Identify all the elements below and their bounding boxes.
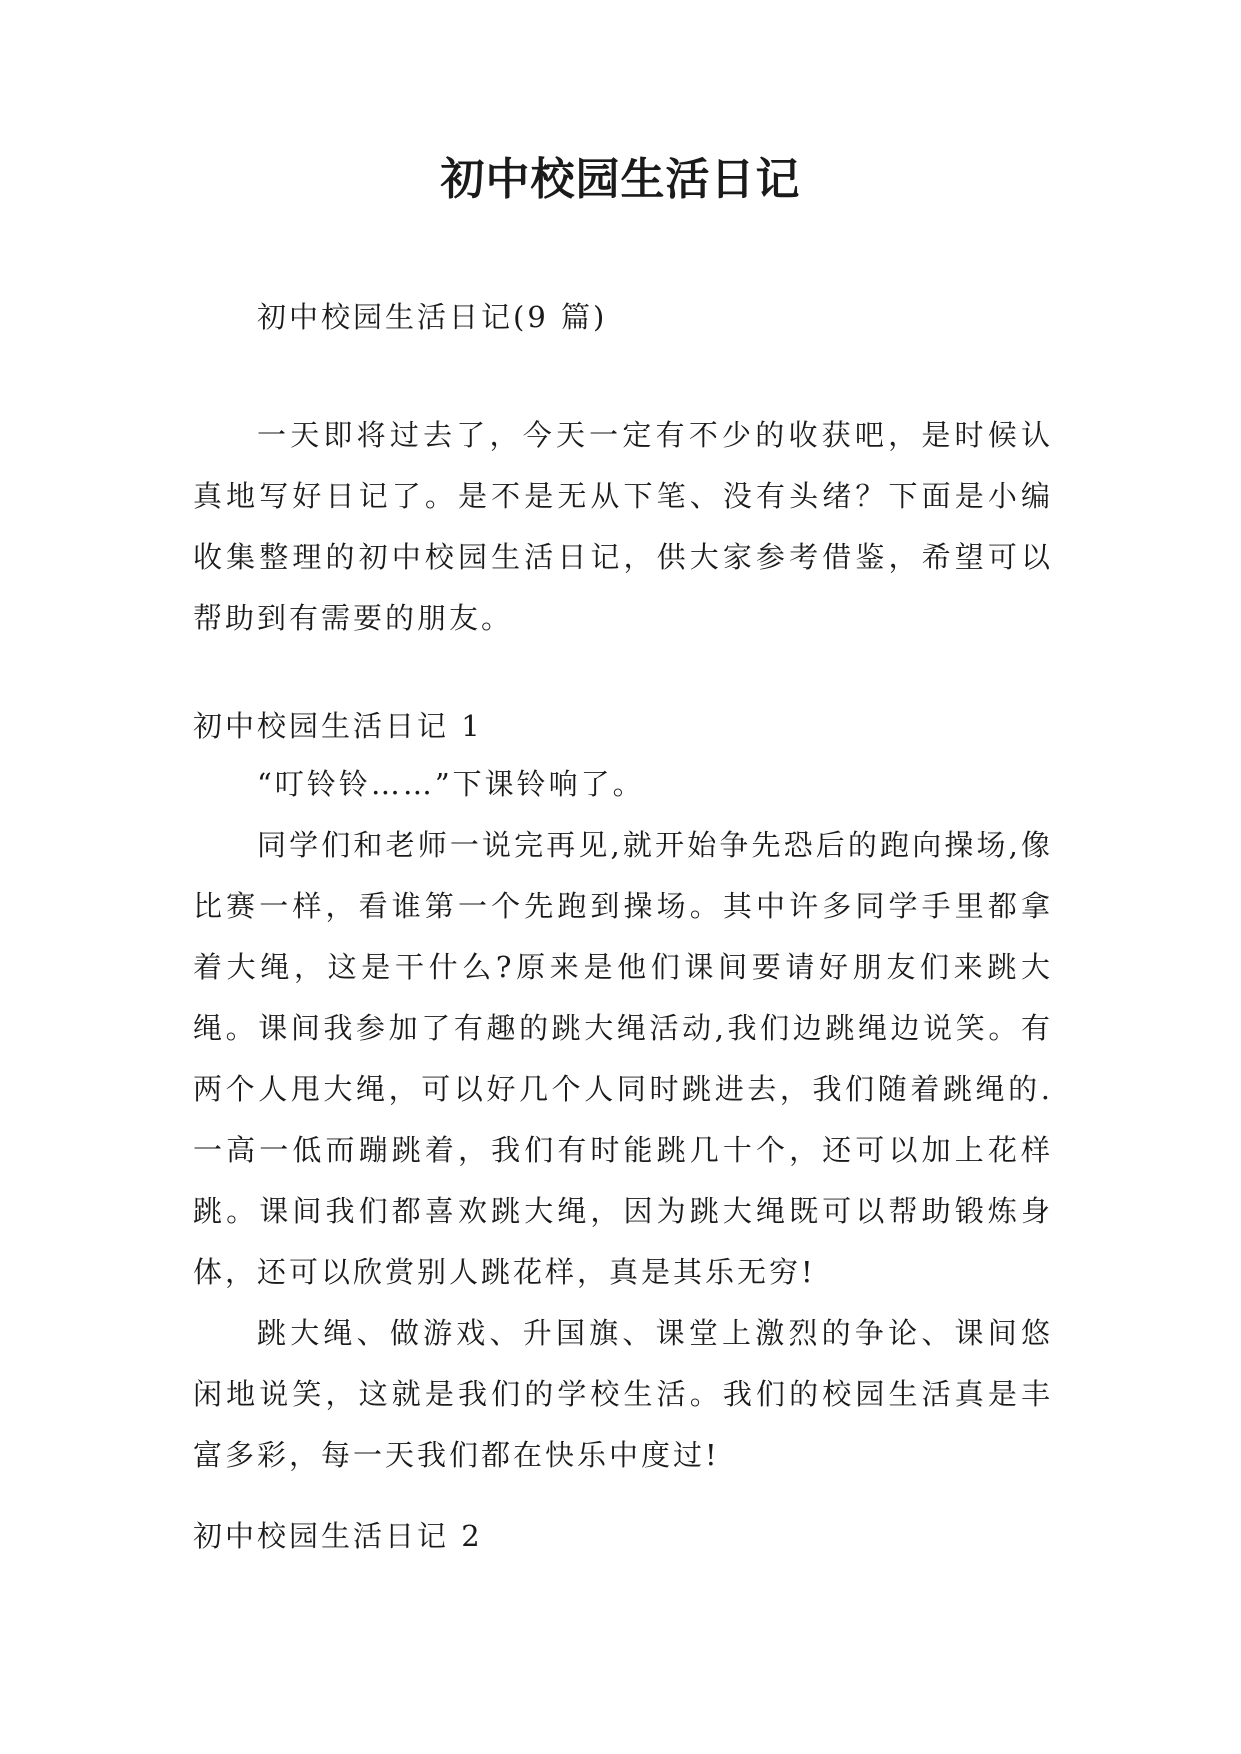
section-1-paragraph-3: 跳大绳、做游戏、升国旗、课堂上激烈的争论、课间悠闲地说笑，这就是我们的学校生活。我们的校园生活真是丰富多彩，每一天我们都在快乐中度过! <box>193 1316 1053 1472</box>
section-heading-1: 初中校园生活日记 1 <box>193 709 483 743</box>
section-1-paragraph-1: “叮铃铃……”下课铃响了。 <box>257 767 645 801</box>
section-heading-2: 初中校园生活日记 2 <box>193 1519 483 1553</box>
section-1-paragraph-2: 同学们和老师一说完再见,就开始争先恐后的跑向操场,像比赛一样，看谁第一个先跑到操场。其中许多同学手里都拿着大绳，这是干什么?原来是他们课间要请好朋友们来跳大绳。课间我参加了有趣的跳大绳活动,我们边跳绳边说笑。有两个人甩大绳，可以好几个人同时跳进去，我们随着跳绳的.一高一低而蹦跳着，我们有时能跳几十个，还可以加上花样跳。课间我们都喜欢跳大绳，因为跳大绳既可以帮助锻炼身体，还可以欣赏别人跳花样，真是其乐无穷! <box>193 828 1053 1289</box>
document-subtitle: 初中校园生活日记(9 篇) <box>257 300 608 334</box>
intro-paragraph: 一天即将过去了，今天一定有不少的收获吧，是时候认真地写好日记了。是不是无从下笔、没有头绪？下面是小编收集整理的初中校园生活日记，供大家参考借鉴，希望可以帮助到有需要的朋友。 <box>193 418 1053 635</box>
document-title: 初中校园生活日记 <box>440 154 801 205</box>
